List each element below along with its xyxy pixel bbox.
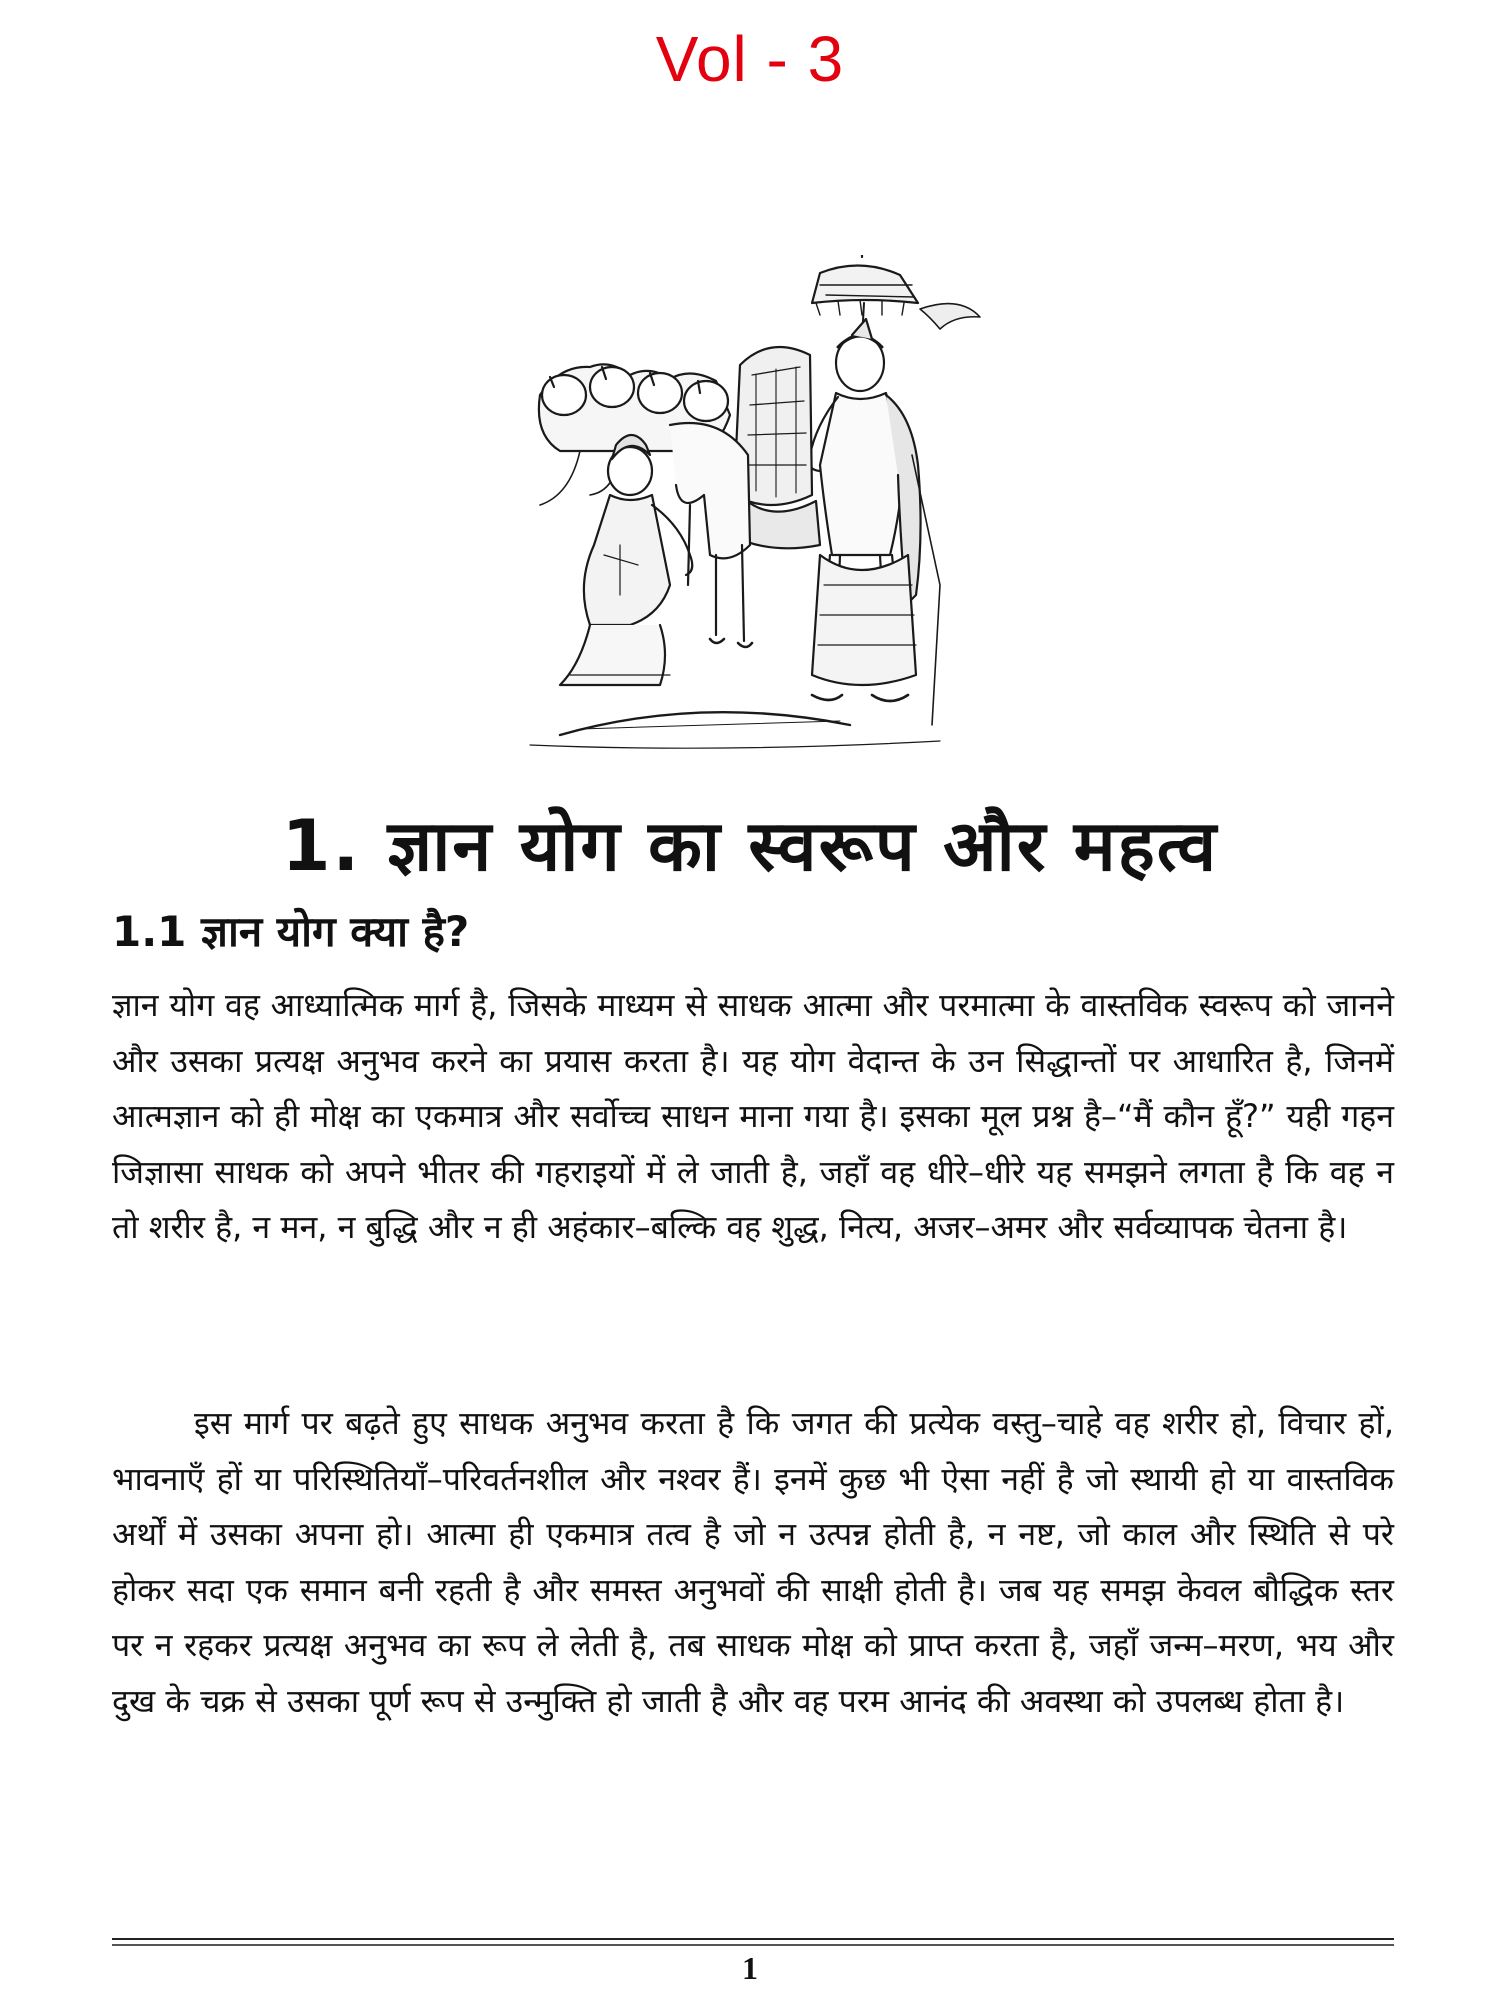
krishna-arjuna-chariot-illustration [520, 255, 990, 755]
section-title: 1.1 ज्ञान योग क्या है? [112, 907, 470, 956]
footer-rule [112, 1944, 1394, 1946]
bow-icon [560, 712, 850, 735]
chapter-title: 1. ज्ञान योग का स्वरूप और महत्व [281, 805, 1219, 887]
paragraph: ज्ञान योग वह आध्यात्मिक मार्ग है, जिसके माध्यम से साधक आत्मा और परमात्मा के वास्तविक स्वरूप को जानने और उसका प्रत्यक्ष अनुभव करने का प्रयास करता है। यह योग वेदान्त के उन सिद्धान्तों पर आधारित है, जिनमें आत्मज्ञान को ही मोक्ष का एकमात्र और सर्वोच्च साधन माना गया है। इसका मूल प्रश्न है–“मैं कौन हूँ?” यही गहन जिज्ञासा साधक को अपने भीतर की गहराइयों में ले जाती है, जहाँ वह धीरे–धीरे यह समझने लगता है कि वह न तो शरीर है, न मन, न बुद्धि और न ही अहंकार–बल्कि वह शुद्ध, नित्य, अजर–अमर और सर्वव्यापक चेतना है। [112, 986, 1394, 1247]
page-number: 1 [742, 1950, 758, 1986]
footer-rule [112, 1938, 1394, 1940]
arjuna-figure [560, 435, 692, 685]
krishna-figure [809, 319, 940, 725]
volume-label: Vol - 3 [655, 23, 845, 95]
paragraph: इस मार्ग पर बढ़ते हुए साधक अनुभव करता है कि जगत की प्रत्येक वस्तु–चाहे वह शरीर हो, विचार हों, भावनाएँ हों या परिस्थितियाँ–परिवर्तनशील और नश्वर हैं। इनमें कुछ भी ऐसा नहीं है जो स्थायी हो या वास्तविक अर्थों में उसका अपना हो। आत्मा ही एकमात्र तत्व है जो न उत्पन्न होती है, न नष्ट, जो काल और स्थिति से परे होकर सदा एक समान बनी रहती है और समस्त अनुभवों की साक्षी होती है। जब यह समझ केवल बौद्धिक स्तर पर न रहकर प्रत्यक्ष अनुभव का रूप ले लेती है, तब साधक मोक्ष को प्राप्त करता है, जहाँ जन्म–मरण, भय और दुख के चक्र से उसका पूर्ण रूप से उन्मुक्ति हो जाती है और वह परम आनंद की अवस्था को उपलब्ध होता है। [112, 1404, 1394, 1720]
